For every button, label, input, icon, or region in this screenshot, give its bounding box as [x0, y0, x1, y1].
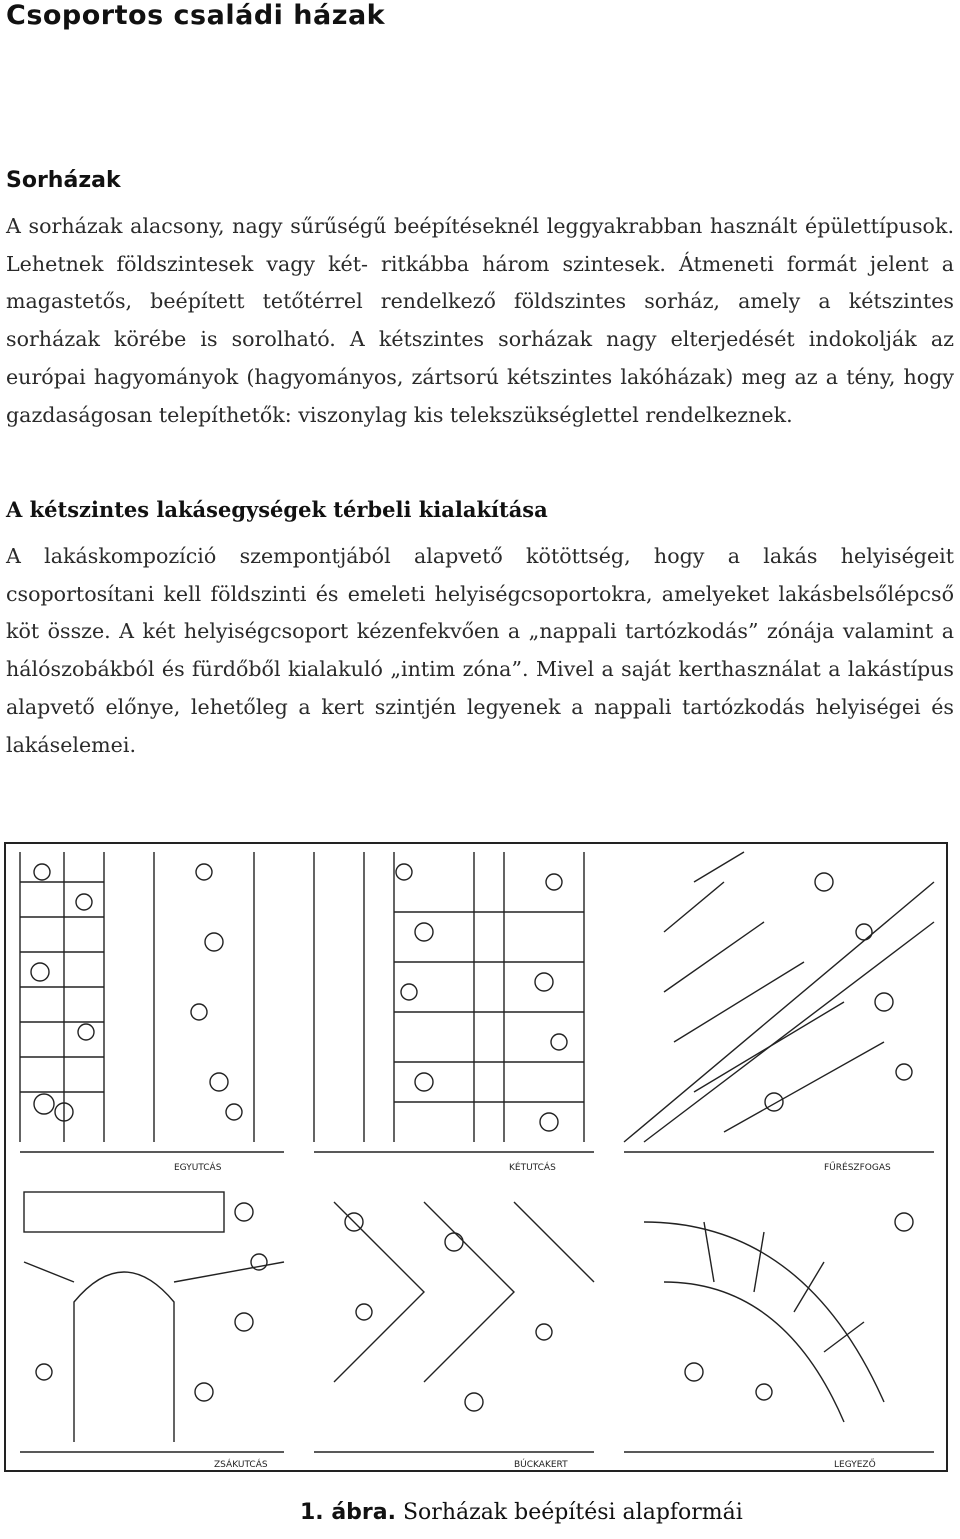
panel-label-4: ZSÁKUTCÁS: [214, 1460, 268, 1470]
page-title: Csoportos családi házak: [6, 0, 386, 31]
section-heading-spatial: A kétszintes lakásegységek térbeli kialakítása: [6, 497, 548, 522]
site-plans-drawing: [4, 842, 948, 1472]
section1-body: [6, 208, 954, 434]
figure-site-plans: [4, 842, 948, 1472]
panel-label-6: LEGYEZŐ: [834, 1460, 876, 1470]
caption-number: 1. ábra.: [300, 1500, 396, 1525]
paragraph-spatial: A lakáskompozíció szempontjából alapvető kötöttség, hogy a lakás helyiségeit csoportosítani kell földszinti és emeleti helyiségcsoportokra, amelyeket lakásbelsőlépcső köt össze. A két helyiségcsoport kézenfekvően a „nappali tartózkodás” zónája valamint a hálószobákból és fürdőből kialakuló „intim zóna”. Mivel a saját kerthasználat a lakástípus alapvető előnye, lehetőleg a kert szintjén legyenek a nappali tartózkodás helyiségei és lakáselemei.: [6, 544, 954, 757]
panel-label-5: BÚCKAKERT: [514, 1460, 568, 1470]
caption-text: Sorházak beépítési alapformái: [402, 1500, 743, 1525]
panel-label-3: FŰRÉSZFOGAS: [824, 1163, 891, 1173]
paragraph-spread: A kétszintes sorházak nagy elterjedését indokolják az európai hagyományok (hagyományos, zártsorú kétszintes lakóházak) meg az a tény, hogy gazdaságosan telepíthetők: viszonylag kis telekszükséglettel rendelkeznek.: [6, 327, 954, 427]
panel-label-2: KÉTUTCÁS: [509, 1163, 556, 1173]
panel-label-1: EGYUTCÁS: [174, 1163, 222, 1173]
section-heading-sorhazak: Sorházak: [6, 168, 121, 193]
paragraph-intro: A sorházak alacsony, nagy sűrűségű beépítéseknél leggyakrabban használt épülettípusok. Lehetnek földszintesek vagy két- ritkábba három szintesek. Átmeneti formát jelent a magastetős, beépített tetőtérrel rendelkező földszintes sorház, amely a kétszintes sorházak körébe is sorolható.: [6, 214, 954, 352]
figure-caption: [300, 1500, 743, 1525]
